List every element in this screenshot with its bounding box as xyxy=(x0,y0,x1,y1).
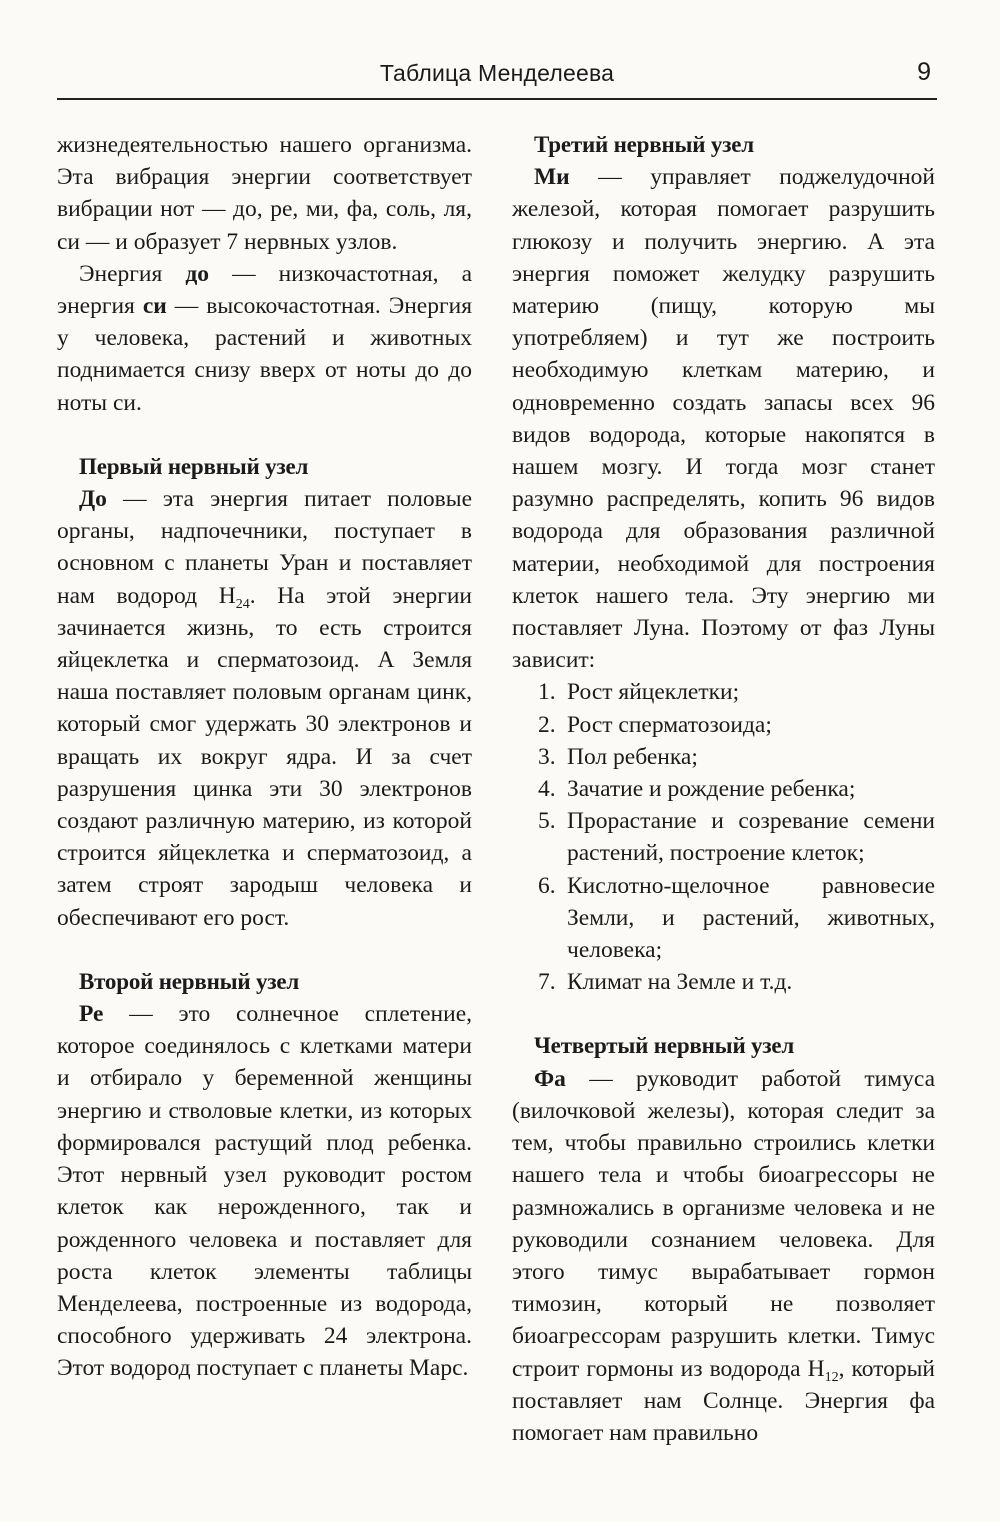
hydrogen-subscript: 24 xyxy=(235,596,250,612)
section-lead-second: Ре xyxy=(79,1001,104,1028)
section-body-first xyxy=(57,483,472,934)
section-heading-second: Второй нервный узел xyxy=(79,968,300,994)
right-column xyxy=(512,129,935,1449)
energy-text-1: Энергия xyxy=(79,260,186,287)
list-item xyxy=(512,676,935,708)
first-text-2: . На этой энергии зачинается жизнь, то есть строится яйцеклетка и сперматозоид. А Земля наша поставляет половым органам цинк, который смог удержать 30 электронов и вращать их вокруг ядра. И за счет разрушения цинка эти 30 электронов создают различную материю, из которой строится яйцеклетка и сперматозоид, а затем строят зародыш человека и обеспечивают его рост. xyxy=(57,582,472,931)
list-number: 4. xyxy=(538,776,556,803)
list-number: 5. xyxy=(538,808,556,835)
section-lead-first: До xyxy=(79,486,107,513)
list-text: Зачатие и рождение ребенка; xyxy=(567,776,856,803)
section-heading-third: Третий нервный узел xyxy=(534,132,754,157)
hydrogen-subscript: 12 xyxy=(824,1369,839,1385)
list-item xyxy=(512,773,935,805)
note-si: си xyxy=(142,293,167,320)
energy-text-3: — высокочастотная. Энергия у человека, растений и животных поднимается снизу вверх от ноты до до ноты си. xyxy=(57,293,472,416)
fourth-text-1: — руководит работой тимуса (вилочковой железы), которая следит за тем, чтобы правильно строились клетки нашего тела и чтобы биоагрессоры не размножались в организме человека и не руководили сознанием человека. Для этого тимус вырабатывает гормон тимозин, который не позволяет биоагрессорам разрушить клетки. Тимус строит гормоны из водорода H xyxy=(512,1065,935,1382)
list-item xyxy=(512,741,935,773)
list-text: Пол ребенка; xyxy=(567,743,698,770)
list-number: 7. xyxy=(538,969,556,996)
list-number: 2. xyxy=(538,711,556,738)
third-text-1: — управляет поджелудочной железой, которая помогает разрушить глюкозу и получить энергию. А эта энергия поможет желудку разрушить материю (пищу, которую мы употребляем) и тут же построить необходимую клеткам материю, и одновременно создать запасы всех 96 видов водорода, которые накопятся в нашем мозгу. И тогда мозг станет разумно распределять, копить 96 видов водорода для образования различной материи, необходимой для построения клеток нашего тела. Эту энергию ми поставляет Луна. Поэтому от фаз Луны зависит: xyxy=(512,164,935,674)
intro-paragraph: жизнедеятельностью нашего организма. Эта вибрация энергии соответствует вибрации нот — до, ре, ми, фа, соль, ля, си — и образует 7 нервных узлов. xyxy=(57,132,472,255)
section-lead-third: Ми xyxy=(534,164,570,191)
list-item xyxy=(512,966,935,998)
section-heading-first: Первый нервный узел xyxy=(79,453,309,479)
section-heading-fourth: Четвертый нервный узел xyxy=(534,1033,795,1059)
left-column xyxy=(57,129,472,1385)
list-text: Рост сперматозоида; xyxy=(567,711,772,738)
energy-paragraph xyxy=(57,258,472,419)
section-body-fourth xyxy=(512,1063,935,1449)
section-body-third xyxy=(512,161,935,676)
fourth-text-2: , который поставляет нам Солнце. Энергия фа помогает нам правильно xyxy=(512,1355,935,1446)
running-header xyxy=(57,58,937,100)
list-text: Рост яйцеклетки; xyxy=(567,679,740,706)
list-text: Прорастание и созревание семени растений, построение клеток; xyxy=(567,808,935,867)
list-number: 1. xyxy=(538,679,556,706)
list-item xyxy=(512,870,935,967)
note-do: до xyxy=(185,260,210,287)
energy-text-2: — низкочастотная, а энергия xyxy=(57,260,472,320)
page-number: 9 xyxy=(917,58,931,86)
header-title: Таблица Менделеева xyxy=(379,60,615,86)
moon-phases-list xyxy=(512,676,935,998)
list-text: Климат на Земле и т.д. xyxy=(567,969,793,996)
first-text-1: — эта энергия питает половые органы, надпочечники, поступает в основном с планеты Уран и поставляет нам водород H xyxy=(57,486,472,609)
section-lead-fourth: Фа xyxy=(534,1065,566,1092)
list-item xyxy=(512,805,935,869)
section-body-second xyxy=(57,998,472,1384)
list-item xyxy=(512,709,935,741)
second-text-1: — это солнечное сплетение, которое соединялось с клетками матери и отбирало у беременной женщины энергию и стволовые клетки, из которых формировался растущий плод ребенка. Этот нервный узел руководит ростом клеток как нерожденного, так и рожденного человека и поставляет для роста клеток элементы таблицы Менделеева, построенные из водорода, способного удерживать 24 электрона. Этот водород поступает с планеты Марс. xyxy=(57,1001,472,1382)
list-text: Кислотно-щелочное равновесие Земли, и растений, животных, человека; xyxy=(567,872,935,964)
list-number: 3. xyxy=(538,743,556,770)
list-number: 6. xyxy=(538,872,556,899)
